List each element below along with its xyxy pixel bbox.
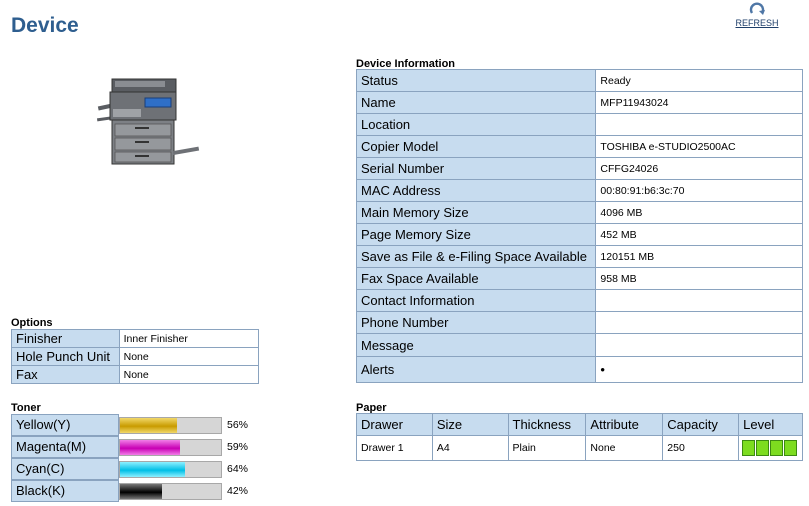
paper-thickness: Plain [508, 436, 586, 461]
toner-level-bar [119, 417, 222, 434]
info-value: • [596, 357, 803, 383]
paper-attribute: None [586, 436, 663, 461]
info-label: MAC Address [357, 180, 596, 202]
option-row [12, 366, 259, 384]
device-information-title: Device Information [356, 58, 456, 70]
toner-level-fill [120, 440, 180, 455]
toner-row [11, 458, 261, 479]
info-label: Serial Number [357, 158, 596, 180]
paper-table [356, 413, 803, 461]
info-row [357, 158, 803, 180]
toner-level-fill [120, 462, 185, 477]
info-value: TOSHIBA e-STUDIO2500AC [596, 136, 803, 158]
toner-percent: 64% [227, 463, 249, 475]
option-label: Hole Punch Unit [12, 348, 120, 366]
paper-header: Attribute [586, 414, 663, 436]
info-row [357, 202, 803, 224]
option-row [12, 330, 259, 348]
info-label: Page Memory Size [357, 224, 596, 246]
paper-header: Drawer [357, 414, 433, 436]
info-value [596, 312, 803, 334]
info-value: 00:80:91:b6:3c:70 [596, 180, 803, 202]
option-label: Fax [12, 366, 120, 384]
toner-level-fill [120, 418, 177, 433]
paper-level-box [770, 440, 783, 456]
info-row [357, 92, 803, 114]
info-value: MFP11943024 [596, 92, 803, 114]
info-label: Copier Model [357, 136, 596, 158]
info-value [596, 114, 803, 136]
info-row [357, 114, 803, 136]
info-value [596, 290, 803, 312]
toner-row [11, 480, 261, 501]
device-image [95, 77, 203, 167]
info-row [357, 268, 803, 290]
toner-percent: 59% [227, 441, 249, 453]
info-value: 120151 MB [596, 246, 803, 268]
paper-header: Level [739, 414, 803, 436]
info-value: CFFG24026 [596, 158, 803, 180]
info-label: Status [357, 70, 596, 92]
toner-name: Magenta(M) [11, 436, 119, 458]
info-label: Alerts [357, 357, 596, 383]
toner-level-bar [119, 483, 222, 500]
info-row [357, 180, 803, 202]
info-label: Fax Space Available [357, 268, 596, 290]
paper-level-box [784, 440, 797, 456]
refresh-label: REFRESH [735, 18, 779, 28]
option-value: Inner Finisher [119, 330, 258, 348]
info-value: 4096 MB [596, 202, 803, 224]
refresh-icon [747, 2, 767, 18]
toner-row [11, 414, 261, 435]
paper-header: Thickness [508, 414, 586, 436]
paper-size: A4 [432, 436, 508, 461]
options-table [11, 329, 259, 384]
toner-name: Black(K) [11, 480, 119, 502]
info-label: Phone Number [357, 312, 596, 334]
toner-percent: 42% [227, 485, 249, 497]
paper-level [739, 436, 803, 461]
paper-drawer: Drawer 1 [357, 436, 433, 461]
option-row [12, 348, 259, 366]
options-title: Options [11, 317, 53, 329]
info-row [357, 136, 803, 158]
paper-header: Size [432, 414, 508, 436]
paper-capacity: 250 [663, 436, 739, 461]
info-row [357, 290, 803, 312]
info-label: Save as File & e-Filing Space Available [357, 246, 596, 268]
option-label: Finisher [12, 330, 120, 348]
info-row [357, 312, 803, 334]
info-row [357, 334, 803, 357]
toner-name: Yellow(Y) [11, 414, 119, 436]
info-value: 452 MB [596, 224, 803, 246]
info-value: Ready [596, 70, 803, 92]
paper-level-box [756, 440, 769, 456]
info-value [596, 334, 803, 357]
device-information-table [356, 69, 803, 383]
toner-title: Toner [11, 402, 41, 414]
page-title: Device [11, 14, 79, 37]
paper-level-box [742, 440, 755, 456]
paper-header: Capacity [663, 414, 739, 436]
info-row [357, 70, 803, 92]
toner-percent: 56% [227, 419, 249, 431]
option-value: None [119, 348, 258, 366]
info-label: Main Memory Size [357, 202, 596, 224]
paper-title: Paper [356, 402, 387, 414]
toner-level-bar [119, 461, 222, 478]
option-value: None [119, 366, 258, 384]
toner-row [11, 436, 261, 457]
paper-row [357, 436, 803, 461]
toner-name: Cyan(C) [11, 458, 119, 480]
info-value: 958 MB [596, 268, 803, 290]
info-label: Message [357, 334, 596, 357]
toner-level-bar [119, 439, 222, 456]
refresh-button[interactable] [731, 2, 783, 29]
info-label: Location [357, 114, 596, 136]
info-label: Contact Information [357, 290, 596, 312]
toner-level-fill [120, 484, 162, 499]
info-row [357, 246, 803, 268]
info-row [357, 224, 803, 246]
info-label: Name [357, 92, 596, 114]
info-row [357, 357, 803, 383]
